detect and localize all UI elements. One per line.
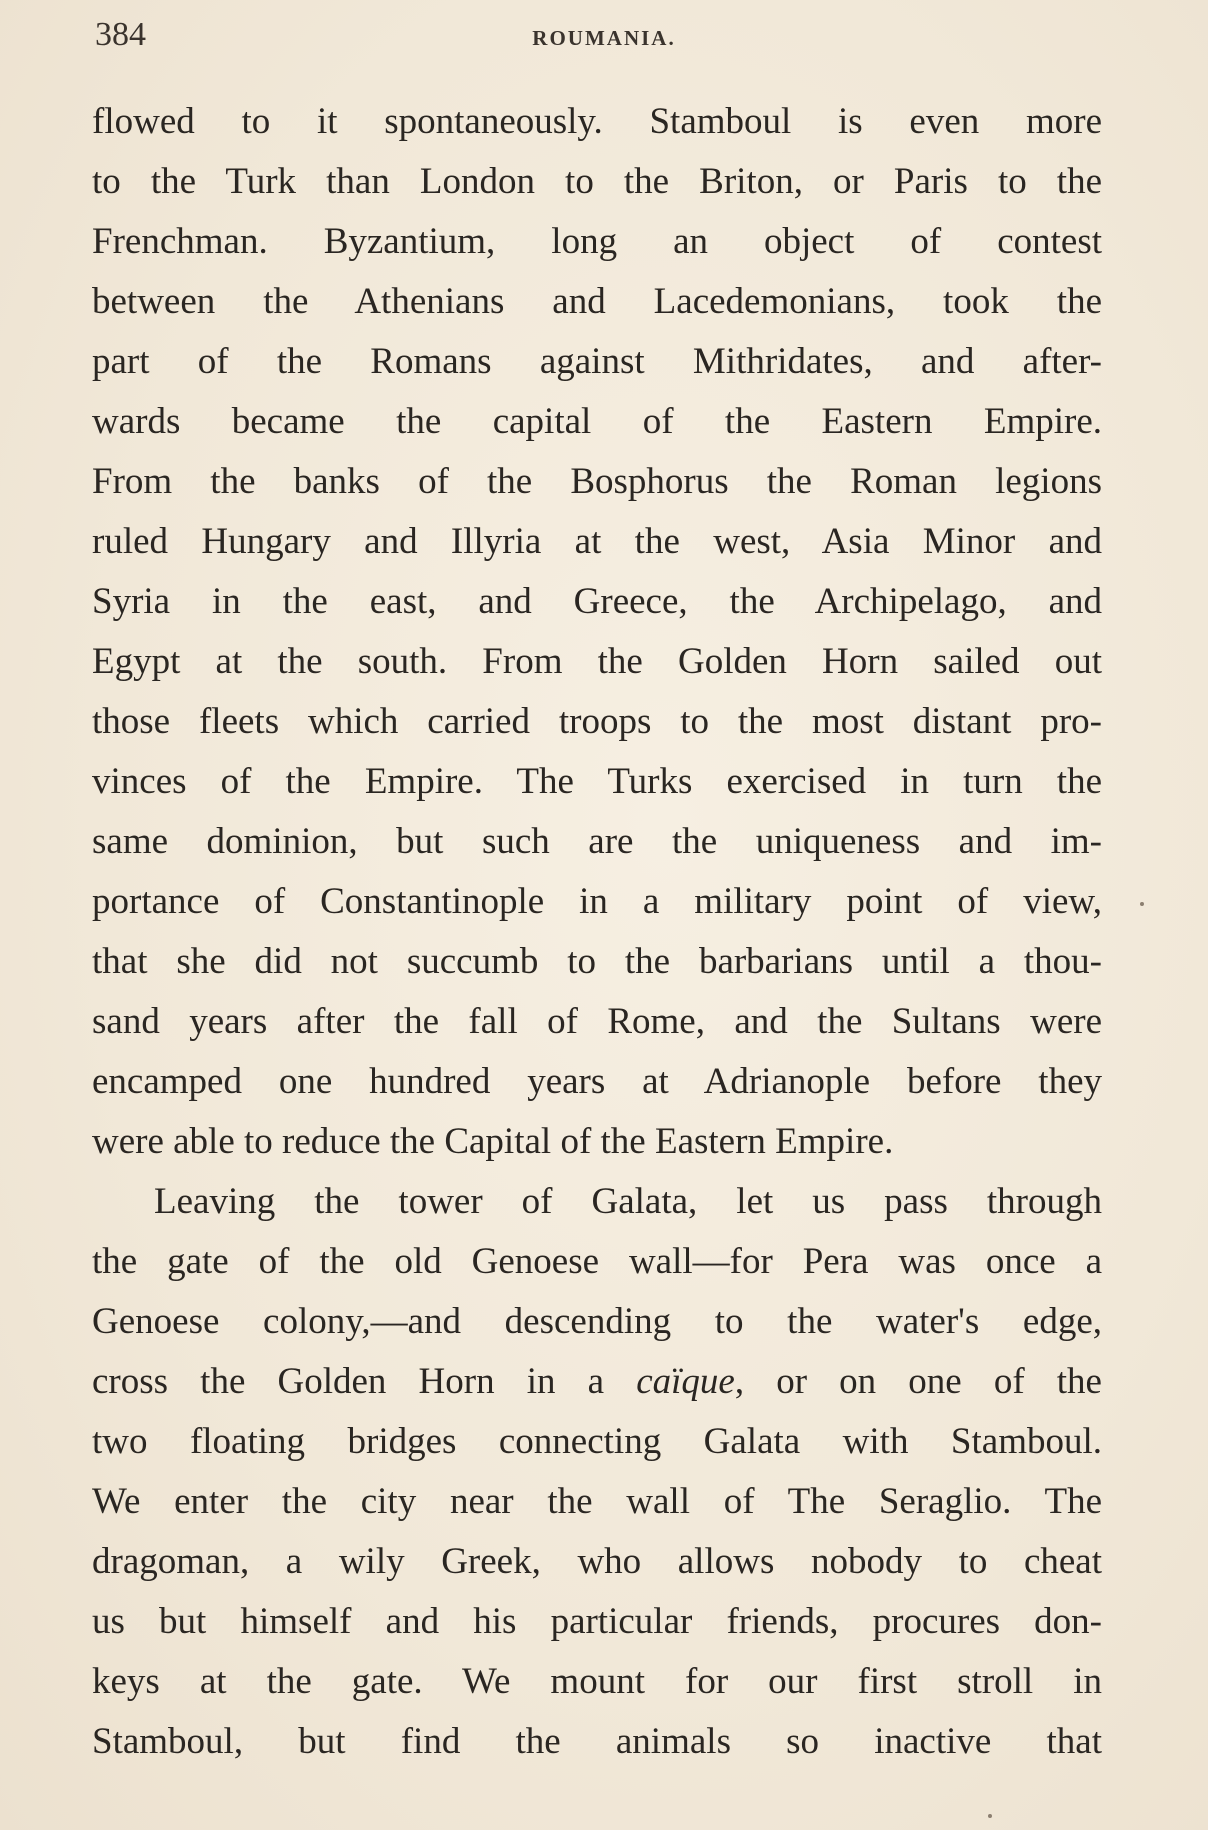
body-text (92, 92, 1102, 1772)
paragraph-1 (92, 92, 1102, 1172)
text-line: between the Athenians and Lacedemonians, took the (92, 281, 1102, 322)
running-head: ROUMANIA. (532, 26, 676, 50)
text-line: sand years after the fall of Rome, and the Sultans were (92, 1001, 1102, 1042)
text-line: those fleets which carried troops to the most distant pro- (92, 701, 1102, 742)
text-line: Frenchman. Byzantium, long an object of contest (92, 221, 1102, 262)
paper-speck (1140, 902, 1144, 906)
text-line: were able to reduce the Capital of the Eastern Empire. (92, 1121, 894, 1162)
text-line: Syria in the east, and Greece, the Archipelago, and (92, 581, 1102, 622)
text-line: that she did not succumb to the barbarians until a thou- (92, 941, 1102, 982)
page-number: 384 (95, 16, 146, 53)
text-line: portance of Constantinople in a military point of view, (92, 881, 1102, 922)
text-line: vinces of the Empire. The Turks exercised in turn the (92, 761, 1102, 802)
paper-speck (988, 1814, 992, 1818)
text-line: Genoese colony,—and descending to the water's edge, (92, 1301, 1102, 1342)
text-line: Stamboul, but find the animals so inactive that (92, 1721, 1102, 1762)
text-line: encamped one hundred years at Adrianople before they (92, 1061, 1102, 1102)
text-line: wards became the capital of the Eastern Empire. (92, 401, 1102, 442)
text-line: From the banks of the Bosphorus the Roman legions (92, 461, 1102, 502)
text-line: ruled Hungary and Illyria at the west, Asia Minor and (92, 521, 1102, 562)
text-line: part of the Romans against Mithridates, and after- (92, 341, 1102, 382)
text-line: dragoman, a wily Greek, who allows nobody to cheat (92, 1541, 1102, 1582)
paragraph-2 (92, 1172, 1102, 1772)
text-line: keys at the gate. We mount for our first stroll in (92, 1661, 1102, 1702)
text-line: We enter the city near the wall of The Seraglio. The (92, 1481, 1102, 1522)
text-line: us but himself and his particular friends, procures don- (92, 1601, 1102, 1642)
text-line: the gate of the old Genoese wall—for Pera was once a (92, 1241, 1102, 1282)
text-line: Leaving the tower of Galata, let us pass through (154, 1181, 1102, 1222)
text-line: cross the Golden Horn in a caïque, or on one of the (92, 1361, 1102, 1402)
text-line: flowed to it spontaneously. Stamboul is even more (92, 101, 1102, 142)
italic-word: caïque (636, 1361, 735, 1402)
text-line: two floating bridges connecting Galata with Stamboul. (92, 1421, 1102, 1462)
text-line: same dominion, but such are the uniqueness and im- (92, 821, 1102, 862)
text-line: Egypt at the south. From the Golden Horn sailed out (92, 641, 1102, 682)
text-line: to the Turk than London to the Briton, or Paris to the (92, 161, 1102, 202)
